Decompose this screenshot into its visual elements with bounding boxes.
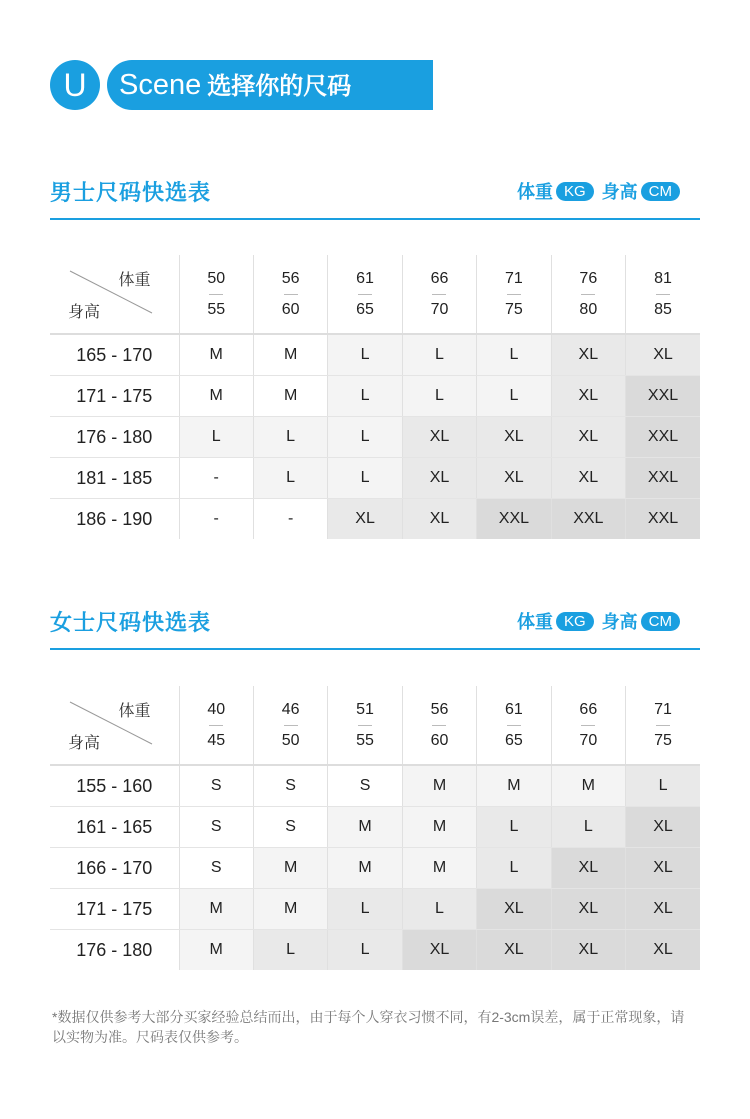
table-row [50,930,700,971]
weight-range-header [253,255,327,334]
brand-pill [107,60,433,110]
size-cell: - [179,458,253,499]
weight-min: 71 [654,700,672,718]
weight-unit-label: 体重 [516,182,553,202]
corner-weight-label: 体重 [118,272,151,289]
size-cell: M [179,376,253,417]
height-range-cell: 176 - 180 [76,939,153,960]
size-cell: XL [551,376,625,417]
height-range-cell: 166 - 170 [50,848,179,889]
brand-tagline: 选择你的尺码 [207,73,352,100]
size-cell: M [253,334,327,376]
women-section-header [50,606,700,650]
size-cell: XL [626,807,700,848]
weight-max: 75 [505,300,523,318]
table-row [50,376,700,417]
women-units [517,608,680,634]
height-unit-tag: CM [641,612,680,631]
size-cell: L [551,807,625,848]
weight-max: 65 [505,731,523,749]
size-cell: XL [551,458,625,499]
weight-max: 55 [207,300,226,318]
range-divider [656,725,670,726]
range-divider [507,725,521,726]
weight-min: 81 [654,269,672,287]
size-cell: L [477,807,551,848]
size-cell: M [179,334,253,376]
size-cell: L [402,889,476,930]
range-divider [581,294,595,295]
size-cell: L [328,889,402,930]
size-cell: XL [477,417,551,458]
range-divider [284,294,298,295]
size-cell: L [477,334,551,376]
size-cell: S [328,765,402,807]
weight-max: 85 [654,300,672,318]
size-cell: XL [402,458,476,499]
weight-range-header [477,686,551,765]
size-cell: - [253,499,327,540]
size-cell: S [179,848,253,889]
table-row [50,807,700,848]
size-cell: XL [626,334,700,376]
size-cell: L [328,376,402,417]
range-divider [656,294,670,295]
weight-max: 80 [579,300,598,318]
height-unit-label: 身高 [601,612,638,632]
corner-weight-label: 体重 [118,703,151,720]
size-cell: XL [402,499,476,540]
table-row [50,334,700,376]
men-section-header [50,176,700,220]
men-size-table [50,255,700,539]
weight-min: 66 [579,700,598,718]
corner-cell [50,686,179,765]
table-row [50,417,700,458]
weight-min: 46 [281,700,300,718]
range-divider [209,294,223,295]
weight-range-header [477,255,551,334]
size-cell: L [402,334,476,376]
size-cell: L [626,765,700,807]
corner-height-label: 身高 [68,304,101,321]
size-cell: L [328,334,402,376]
height-range-cell: 171 - 175 [50,889,179,930]
size-cell: - [179,499,253,540]
height-range-cell: 171 - 175 [50,376,179,417]
weight-range-header [551,255,625,334]
weight-min: 50 [207,269,226,287]
size-cell: XL [551,334,625,376]
weight-range-header [626,255,700,334]
size-cell: L [402,376,476,417]
size-cell: L [328,417,402,458]
table-row [50,458,700,499]
height-range-cell: 176 - 180 [50,417,179,458]
size-cell: XXL [626,499,700,540]
size-cell: M [179,930,253,971]
women-section-title: 女士尺码快选表 [50,610,212,635]
size-cell: M [253,848,327,889]
corner-cell [50,255,179,334]
size-cell: M [402,807,476,848]
size-cell: XXL [626,458,700,499]
weight-min: 61 [356,269,374,287]
size-cell: XL [477,930,551,971]
weight-unit-tag: KG [556,612,594,631]
size-cell: XL [477,458,551,499]
weight-max: 55 [356,731,374,749]
weight-max: 60 [281,300,300,318]
weight-max: 70 [430,300,449,318]
women-size-table [50,686,700,970]
size-cell: L [328,930,402,971]
weight-min: 66 [430,269,449,287]
size-cell: XL [402,930,476,971]
size-cell: M [253,376,327,417]
men-units [517,178,680,204]
weight-range-header [253,686,327,765]
size-cell: S [179,807,253,848]
size-cell: XL [551,930,625,971]
size-cell: XXL [626,417,700,458]
weight-min: 71 [505,269,523,287]
size-cell: M [179,889,253,930]
disclaimer-note: *数据仅供参考大部分买家经验总结而出，由于每个人穿衣习惯不同，有2-3cm误差，属于正常现象，请以实物为准。尺码表仅供参考。 [52,1009,685,1045]
size-cell: XL [626,848,700,889]
size-cell: XL [551,848,625,889]
weight-max: 45 [207,731,226,749]
height-range-cell: 161 - 165 [50,807,179,848]
range-divider [432,725,446,726]
size-cell: M [477,765,551,807]
weight-max: 60 [430,731,449,749]
weight-max: 50 [281,731,300,749]
size-cell: XXL [626,376,700,417]
table-row [50,765,700,807]
size-cell: XL [402,417,476,458]
size-cell: L [477,376,551,417]
weight-range-header [626,686,700,765]
weight-unit-label: 体重 [516,612,553,632]
size-cell: L [477,848,551,889]
weight-min: 76 [579,269,598,287]
weight-min: 51 [356,700,374,718]
size-cell: S [179,765,253,807]
height-range-cell: 155 - 160 [50,765,179,807]
height-unit-tag: CM [641,182,680,201]
table-row [50,889,700,930]
weight-range-header [328,686,402,765]
table-row [50,848,700,889]
size-cell: L [179,417,253,458]
weight-range-header [328,255,402,334]
range-divider [507,294,521,295]
size-cell: L [253,417,327,458]
size-cell: S [253,765,327,807]
range-divider [209,725,223,726]
men-section-title: 男士尺码快选表 [50,180,212,205]
size-cell: XL [626,930,700,971]
weight-range-header [551,686,625,765]
size-cell: S [253,807,327,848]
weight-range-header [402,686,476,765]
table-row [50,499,700,540]
size-cell: XL [626,889,700,930]
weight-max: 75 [654,731,672,749]
range-divider [358,725,372,726]
height-range-cell: 165 - 170 [50,334,179,376]
size-cell: XL [551,889,625,930]
weight-range-header [179,686,253,765]
weight-max: 65 [356,300,374,318]
size-cell: L [253,930,327,971]
size-cell: M [402,848,476,889]
weight-min: 40 [207,700,226,718]
size-cell: XXL [477,499,551,540]
range-divider [581,725,595,726]
weight-min: 56 [430,700,449,718]
weight-unit-tag: KG [556,182,594,201]
range-divider [358,294,372,295]
weight-max: 70 [579,731,598,749]
corner-height-label: 身高 [68,735,101,752]
size-cell: M [402,765,476,807]
size-cell: M [551,765,625,807]
size-cell: XXL [551,499,625,540]
range-divider [284,725,298,726]
brand-name: Scene [119,69,202,101]
size-cell: M [328,807,402,848]
brand-logo-circle: U [50,60,100,110]
size-cell: L [253,458,327,499]
size-cell: L [328,458,402,499]
weight-range-header [179,255,253,334]
range-divider [432,294,446,295]
size-cell: M [328,848,402,889]
size-cell: XL [477,889,551,930]
height-range-cell: 181 - 185 [50,458,179,499]
size-cell: XL [551,417,625,458]
height-range-cell: 186 - 190 [76,508,153,529]
weight-min: 61 [505,700,523,718]
size-cell: XL [328,499,402,540]
weight-min: 56 [281,269,300,287]
weight-range-header [402,255,476,334]
height-unit-label: 身高 [601,182,638,202]
size-cell: M [253,889,327,930]
